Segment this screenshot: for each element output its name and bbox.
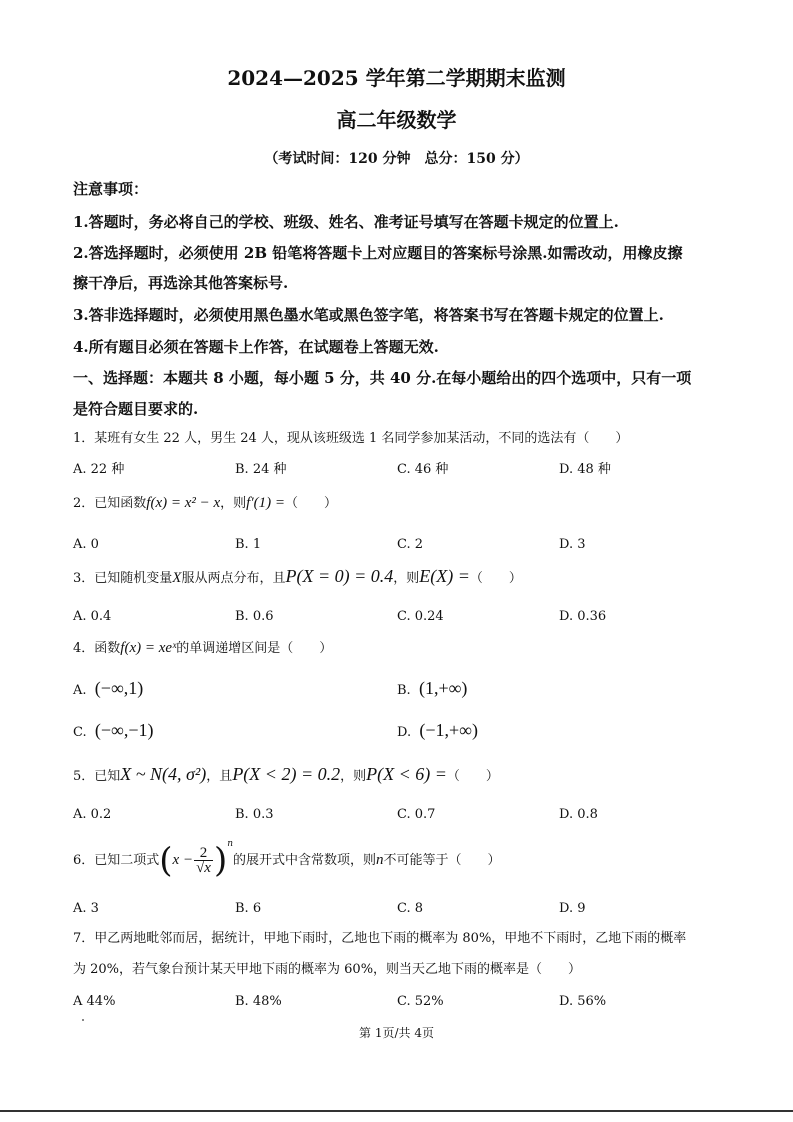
question-6-stem	[73, 838, 501, 883]
q4-option-d-interval: (−1,+∞)	[419, 720, 478, 740]
q7-option-d: D. 56%	[559, 994, 607, 1009]
q4-option-b: B. (1,+∞)	[397, 678, 468, 698]
q6-option-a: A. 3	[73, 901, 99, 916]
q2-prefix: 2．已知函数	[73, 496, 147, 511]
note-item-2-cont: 擦干净后，再选涂其他答案标号.	[73, 274, 289, 292]
page-footer: 第 1页/共 4页	[359, 1026, 434, 1040]
scan-speck	[82, 1019, 84, 1021]
q5-target: P(X < 6) =	[366, 764, 447, 784]
note-item-3: 3.答非选择题时，必须使用黑色墨水笔或黑色签字笔，将答案书写在答题卡规定的位置上.	[73, 306, 664, 324]
section-heading-cont: 是符合题目要求的.	[73, 400, 199, 418]
q2-function: f(x) = x² − x	[146, 495, 221, 511]
question-3-stem	[73, 566, 522, 589]
q7-option-b: B. 48%	[235, 994, 282, 1009]
question-4-stem	[73, 638, 332, 659]
q2-suffix: （ ）	[284, 496, 337, 511]
q5-option-a: A. 0.2	[73, 807, 112, 822]
q7-option-c: C. 52%	[397, 994, 444, 1009]
q5-option-d: D. 0.8	[559, 807, 598, 822]
q3-variable: X	[172, 570, 182, 586]
q5-option-b: B. 0.3	[235, 807, 274, 822]
q6-option-c: C. 8	[397, 901, 424, 916]
q2-option-c: C. 2	[397, 537, 424, 552]
q6-fraction	[194, 846, 213, 875]
q6-prefix: 6．已知二项式	[73, 853, 160, 868]
q2-option-a: A. 0	[73, 537, 99, 552]
q4-option-a: A. (−∞,1)	[73, 678, 144, 698]
q2-option-d: D. 3	[559, 537, 586, 552]
question-7-stem: 7．甲乙两地毗邻而居，据统计，甲地下雨时，乙地也下雨的概率为 80%，甲地不下雨时，乙地下雨的概率	[73, 931, 687, 946]
notes-heading: 注意事项：	[73, 180, 149, 198]
question-1-stem: 1．某班有女生 22 人，男生 24 人，现从该班级选 1 名同学参加某活动，不同的选法有（ ）	[73, 431, 629, 446]
q5-option-c: C. 0.7	[397, 807, 436, 822]
q5-prefix: 5．已知	[73, 769, 121, 784]
q1-option-d: D. 48 种	[559, 462, 611, 477]
q4-option-c-interval: (−∞,−1)	[94, 720, 154, 740]
q1-option-b: B. 24 种	[235, 462, 287, 477]
q5-mid: ，且	[206, 769, 233, 784]
question-5-stem	[73, 764, 499, 787]
q6-frac-denominator: √x	[196, 860, 211, 876]
q6-exponent: n	[227, 839, 234, 849]
q1-option-a: A. 22 种	[73, 462, 125, 477]
q4-option-d: D. (−1,+∞)	[397, 720, 478, 740]
q3-option-c: C. 0.24	[397, 609, 444, 624]
note-item-2: 2.答选择题时，必须使用 2B 铅笔将答题卡上对应题目的答案标号涂黑.如需改动，用橡皮擦	[73, 244, 683, 262]
q2-derivative: f′(1) =	[246, 495, 285, 511]
q4-suffix: 的单调递增区间是（ ）	[176, 641, 333, 656]
note-item-1: 1.答题时，务必将自己的学校、班级、姓名、准考证号填写在答题卡规定的位置上.	[73, 213, 619, 231]
q3-probability: P(X = 0) = 0.4	[285, 566, 394, 586]
q5-mid2: ，则	[340, 769, 367, 784]
q6-x-term: x −	[172, 852, 194, 868]
q4-function: f(x) = xeˣ	[120, 640, 177, 656]
q3-prefix: 3．已知随机变量	[73, 571, 173, 586]
q3-mid2: ，则	[393, 571, 420, 586]
q3-option-a: A. 0.4	[73, 609, 112, 624]
exam-subtitle: 高二年级数学	[336, 108, 457, 132]
q6-right-paren: )	[213, 840, 228, 881]
q6-variable: n	[376, 852, 384, 868]
q5-suffix: （ ）	[446, 769, 499, 784]
q6-option-d: D. 9	[559, 901, 586, 916]
q3-mid: 服从两点分布，且	[181, 571, 286, 586]
q6-frac-numerator: 2	[194, 846, 213, 861]
question-2-stem	[73, 493, 337, 514]
bottom-rule	[0, 1110, 793, 1112]
q4-option-a-interval: (−∞,1)	[94, 678, 144, 698]
exam-info: （考试时间：120 分钟 总分：150 分）	[264, 151, 529, 167]
q6-suffix: 不可能等于（ ）	[383, 853, 501, 868]
q3-expectation: E(X) =	[419, 566, 470, 586]
q6-left-paren: (	[159, 840, 173, 881]
q3-option-d: D. 0.36	[559, 609, 607, 624]
q5-distribution: X ~ N(4, σ²)	[120, 764, 207, 784]
q4-option-c: C. (−∞,−1)	[73, 720, 154, 740]
q5-probability: P(X < 2) = 0.2	[232, 764, 341, 784]
question-7-stem-cont: 为 20%，若气象台预计某天甲地下雨的概率为 60%，则当天乙地下雨的概率是（ ）	[73, 962, 582, 977]
q3-suffix: （ ）	[469, 571, 522, 586]
section-heading: 一、选择题：本题共 8 小题，每小题 5 分，共 40 分.在每小题给出的四个选项中，只有一项	[73, 369, 692, 387]
q2-option-b: B. 1	[235, 537, 262, 552]
q7-option-a: A 44%	[73, 994, 116, 1009]
q1-option-c: C. 46 种	[397, 462, 449, 477]
q4-prefix: 4．函数	[73, 641, 121, 656]
exam-title: 2024—2025 学年第二学期期末监测	[227, 66, 566, 90]
q6-option-b: B. 6	[235, 901, 262, 916]
note-item-4: 4.所有题目必须在答题卡上作答，在试题卷上答题无效.	[73, 338, 439, 356]
q4-option-b-interval: (1,+∞)	[418, 678, 468, 698]
q6-mid: 的展开式中含常数项，则	[233, 853, 377, 868]
q2-mid: ，则	[220, 496, 247, 511]
q3-option-b: B. 0.6	[235, 609, 274, 624]
